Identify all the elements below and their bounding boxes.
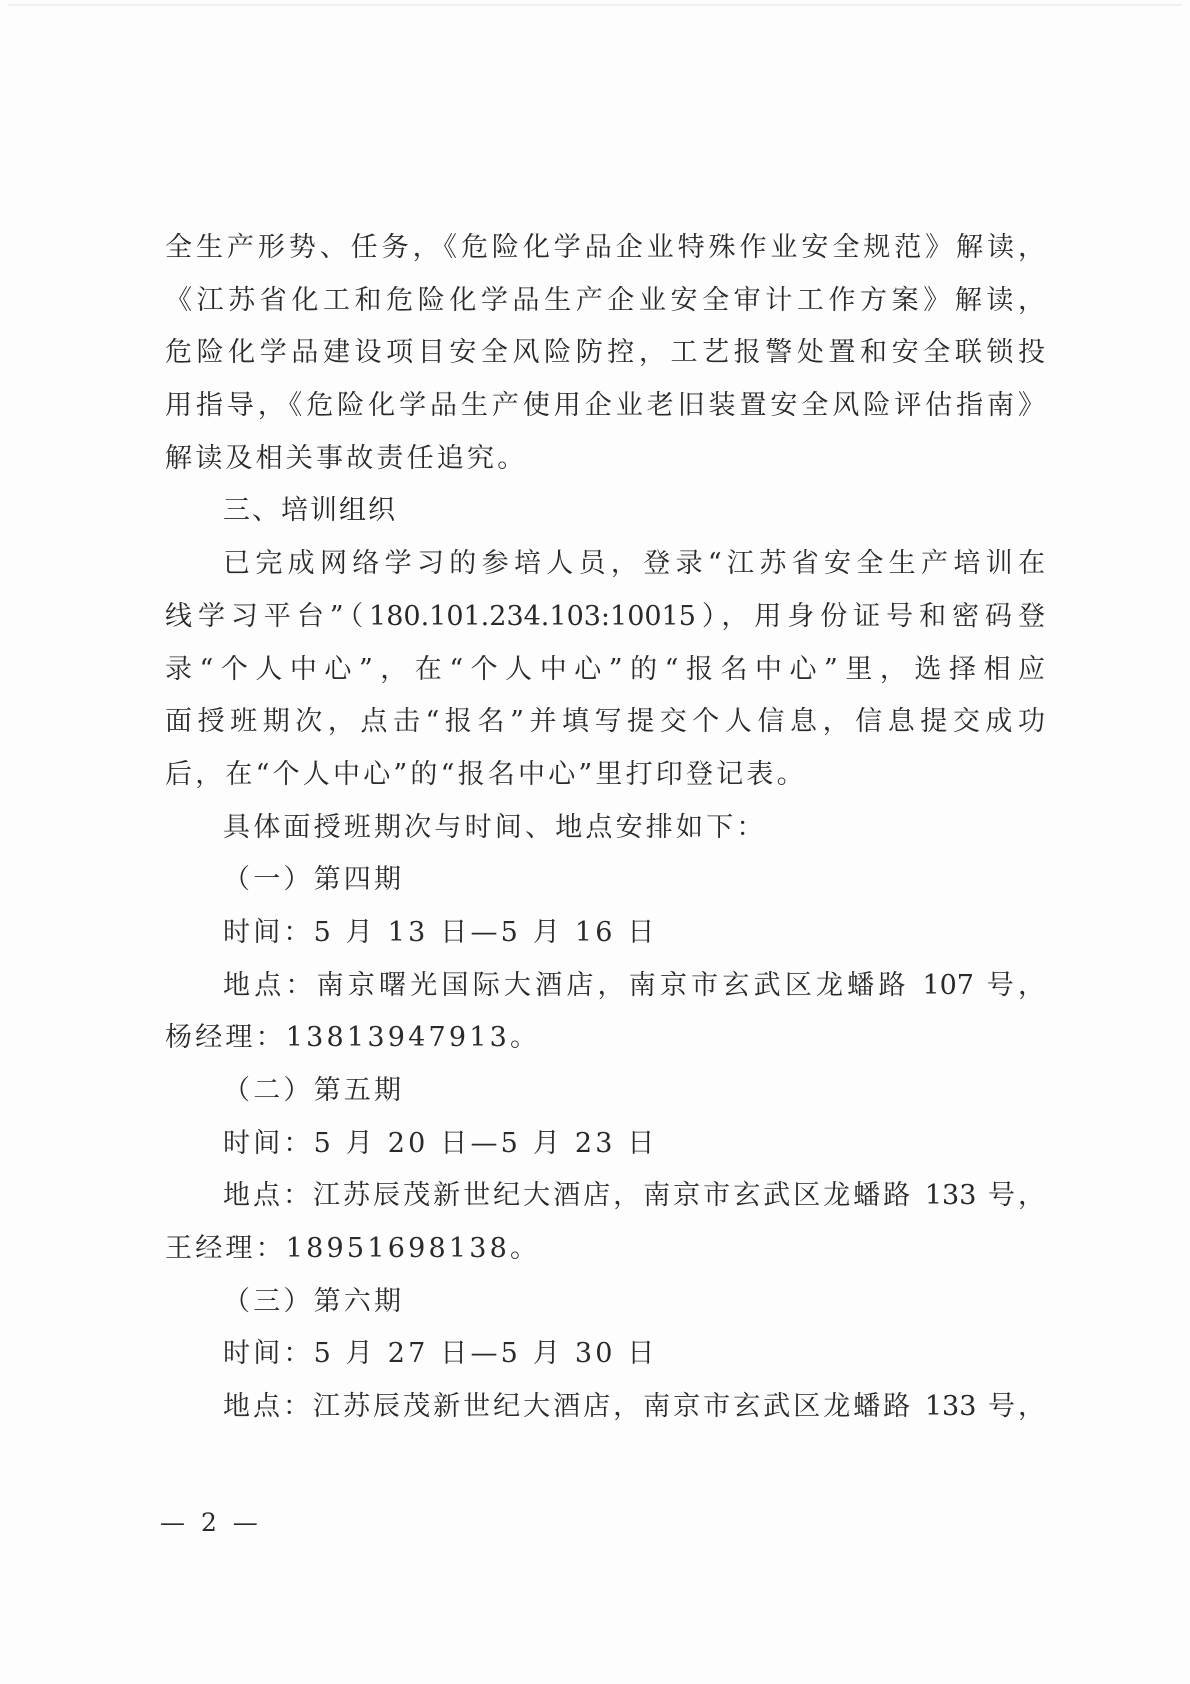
session-item	[165, 1276, 1045, 1434]
text-line: 用指导，《危险化学品生产使用企业老旧装置安全风险评估指南》	[165, 390, 1045, 422]
text-line: 危险化学品建设项目安全风险防控，工艺报警处置和安全联锁投	[165, 337, 1045, 369]
session-location: 地点：南京曙光国际大酒店，南京市玄武区龙蟠路 107 号，	[223, 969, 1045, 1001]
session-location: 地点：江苏辰茂新世纪大酒店，南京市玄武区龙蟠路 133 号，	[223, 1391, 1045, 1423]
text-line: 录“个人中心”，在“个人中心”的“报名中心”里，选择相应	[165, 653, 1045, 685]
text-line: 解读及相关事故责任追究。	[165, 442, 528, 474]
paragraph-training-organization	[165, 538, 1045, 801]
schedule-intro: 具体面授班期次与时间、地点安排如下：	[223, 811, 767, 843]
section-heading: 三、培训组织	[223, 495, 397, 527]
paragraph-training-content	[165, 222, 1045, 485]
session-contact: 王经理：18951698138。	[165, 1233, 541, 1265]
session-contact: 杨经理：13813947913。	[165, 1022, 541, 1054]
text-line: 《江苏省化工和危险化学品生产企业安全审计工作方案》解读，	[165, 284, 1045, 316]
session-item	[165, 1065, 1045, 1276]
session-item	[165, 854, 1045, 1065]
session-time: 时间：5 月 20 日—5 月 23 日	[223, 1127, 658, 1159]
page-number: — 2 —	[160, 1508, 262, 1537]
session-time: 时间：5 月 13 日—5 月 16 日	[223, 916, 658, 948]
session-title: （三）第六期	[223, 1285, 405, 1317]
text-line: 已完成网络学习的参培人员，登录“江苏省安全生产培训在	[223, 548, 1045, 580]
text-line: 面授班期次，点击“报名”并填写提交个人信息，信息提交成功	[165, 706, 1045, 738]
session-time: 时间：5 月 27 日—5 月 30 日	[223, 1338, 658, 1370]
text-line: 后，在“个人中心”的“报名中心”里打印登记表。	[165, 758, 807, 790]
scan-edge	[8, 4, 1182, 6]
document-body	[165, 222, 1045, 1434]
session-location: 地点：江苏辰茂新世纪大酒店，南京市玄武区龙蟠路 133 号，	[223, 1180, 1045, 1212]
text-line: 全生产形势、任务，《危险化学品企业特殊作业安全规范》解读，	[165, 232, 1045, 263]
session-title: （二）第五期	[223, 1075, 405, 1106]
session-title: （一）第四期	[223, 864, 405, 896]
text-line: 线学习平台”（180.101.234.103:10015），用身份证号和密码登	[165, 600, 1045, 632]
